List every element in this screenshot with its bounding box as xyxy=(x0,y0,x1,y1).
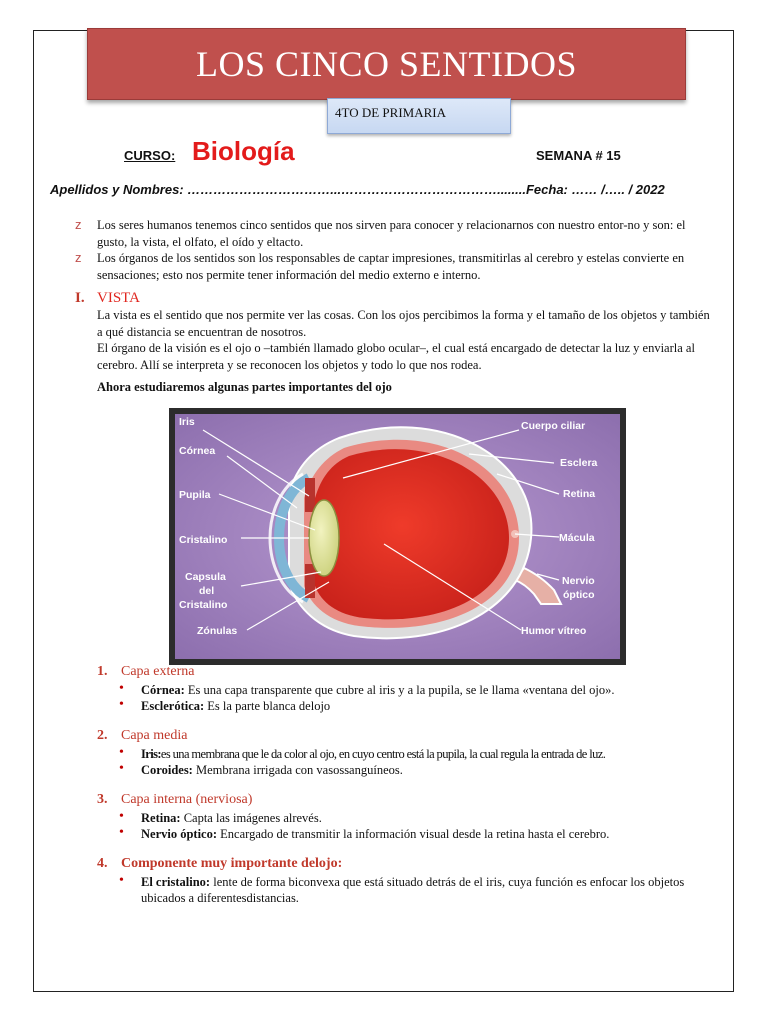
label-cristalino-2: Cristalino xyxy=(179,599,228,611)
definition: lente de forma biconvexa que está situado detrás de el iris, cuya función es enfocar los objetos ubicados a diferentesdistancias. xyxy=(141,875,685,905)
parts-list xyxy=(97,664,717,920)
definition: Es una capa transparente que cubre al iris y a la pupila, se le llama «ventana del ojo». xyxy=(187,683,615,697)
term: Retina: xyxy=(141,811,181,825)
part-title xyxy=(97,792,717,808)
part-number: 3. xyxy=(97,792,108,807)
part-title-text: Capa media xyxy=(121,728,188,743)
part-number: 4. xyxy=(97,856,108,871)
term: El cristalino: xyxy=(141,875,211,889)
intro-text: Los seres humanos tenemos cinco sentidos que nos sirven para conocer y relacionarnos con nuestro entor-no y son: el gusto, la vista, el olfato, el oído y eltacto. xyxy=(97,218,686,249)
term: Córnea: xyxy=(141,683,185,697)
part-componente xyxy=(97,856,717,906)
definition: es una membrana que le da color al ojo, en cuyo centro está la pupila, la cual regula la entrada de luz. xyxy=(160,747,606,761)
term: Iris: xyxy=(141,747,161,761)
curso-value: Biología xyxy=(192,136,295,166)
definition: Es la parte blanca delojo xyxy=(207,699,331,713)
section-title-text: VISTA xyxy=(97,290,140,306)
paragraph: La vista es el sentido que nos permite ver las cosas. Con los ojos percibimos la forma y el tamaño de los objetos y también a qué distancia se encuentran de nosotros. xyxy=(97,308,710,339)
label-cornea: Córnea xyxy=(179,445,216,457)
bullet-icon: z xyxy=(75,250,82,265)
vista-paragraphs xyxy=(97,307,712,373)
intro-text: Los órganos de los sentidos son los responsables de captar impresiones, transmitirlas al cerebro y estelas convierte en sensaciones; esto nos permite tener información del medio externo e interno. xyxy=(97,251,685,282)
names-date-line: Apellidos y Nombres: ……………………………...………………………………........Fecha: …… /….. / 2022 xyxy=(50,182,665,197)
bullet-icon: z xyxy=(75,217,82,232)
part-title xyxy=(97,664,717,680)
part-items xyxy=(97,810,717,842)
list-item xyxy=(119,762,717,778)
part-items xyxy=(97,682,717,714)
part-capa-interna xyxy=(97,792,717,842)
label-optico: óptico xyxy=(563,589,595,601)
label-del: del xyxy=(199,585,215,597)
section-number: I. xyxy=(75,290,85,306)
definition: Membrana irrigada con vasossanguíneos. xyxy=(195,763,403,777)
list-item xyxy=(119,826,717,842)
label-zonulas: Zónulas xyxy=(197,625,238,637)
part-items xyxy=(97,874,717,906)
grade-box: 4TO DE PRIMARIA xyxy=(327,98,511,134)
label-nervio: Nervio xyxy=(562,575,595,587)
title-banner xyxy=(87,28,686,100)
label-cristalino: Cristalino xyxy=(179,534,228,546)
list-item xyxy=(119,746,717,762)
part-capa-externa xyxy=(97,664,717,714)
part-number: 1. xyxy=(97,664,108,679)
part-number: 2. xyxy=(97,728,108,743)
part-title xyxy=(97,856,717,872)
intro-list xyxy=(75,217,715,283)
list-item xyxy=(119,682,717,698)
subheading: Ahora estudiaremos algunas partes importantes del ojo xyxy=(97,380,392,394)
curso-label: CURSO: xyxy=(124,148,176,163)
list-item xyxy=(119,698,717,714)
semana-label: SEMANA # 15 xyxy=(536,148,621,163)
term: Esclerótica: xyxy=(141,699,205,713)
label-macula: Mácula xyxy=(559,532,595,544)
label-humor-vitreo: Humor vítreo xyxy=(521,625,587,637)
intro-item xyxy=(75,217,715,250)
part-items xyxy=(97,746,717,778)
section-title xyxy=(75,290,140,307)
part-capa-media xyxy=(97,728,717,778)
part-title xyxy=(97,728,717,744)
eye-diagram xyxy=(169,408,626,665)
part-title-text: Capa externa xyxy=(121,664,195,679)
intro-item xyxy=(75,250,715,283)
label-pupila: Pupila xyxy=(179,489,211,501)
term: Coroides: xyxy=(141,763,193,777)
part-title-text: Capa interna (nerviosa) xyxy=(121,792,253,807)
part-title-text: Componente muy importante delojo: xyxy=(121,856,343,871)
list-item xyxy=(119,810,717,826)
label-cuerpo-ciliar: Cuerpo ciliar xyxy=(521,420,586,432)
list-item xyxy=(119,874,717,906)
label-iris: Iris xyxy=(179,416,195,428)
lens-shape xyxy=(309,500,339,576)
label-capsula: Capsula xyxy=(185,571,226,583)
paragraph: El órgano de la visión es el ojo o –también llamado globo ocular–, el cual está encargado de detectar la luz y enviarla al cerebro. Allí se interpreta y se reconocen los objetos y todo lo que nos rodea. xyxy=(97,341,695,372)
page-title: LOS CINCO SENTIDOS xyxy=(195,44,578,84)
definition: Capta las imágenes alrevés. xyxy=(183,811,322,825)
definition: Encargado de transmitir la información visual desde la retina hasta el cerebro. xyxy=(220,827,610,841)
term: Nervio óptico: xyxy=(141,827,218,841)
label-esclera: Esclera xyxy=(560,457,598,469)
label-retina: Retina xyxy=(563,488,596,500)
